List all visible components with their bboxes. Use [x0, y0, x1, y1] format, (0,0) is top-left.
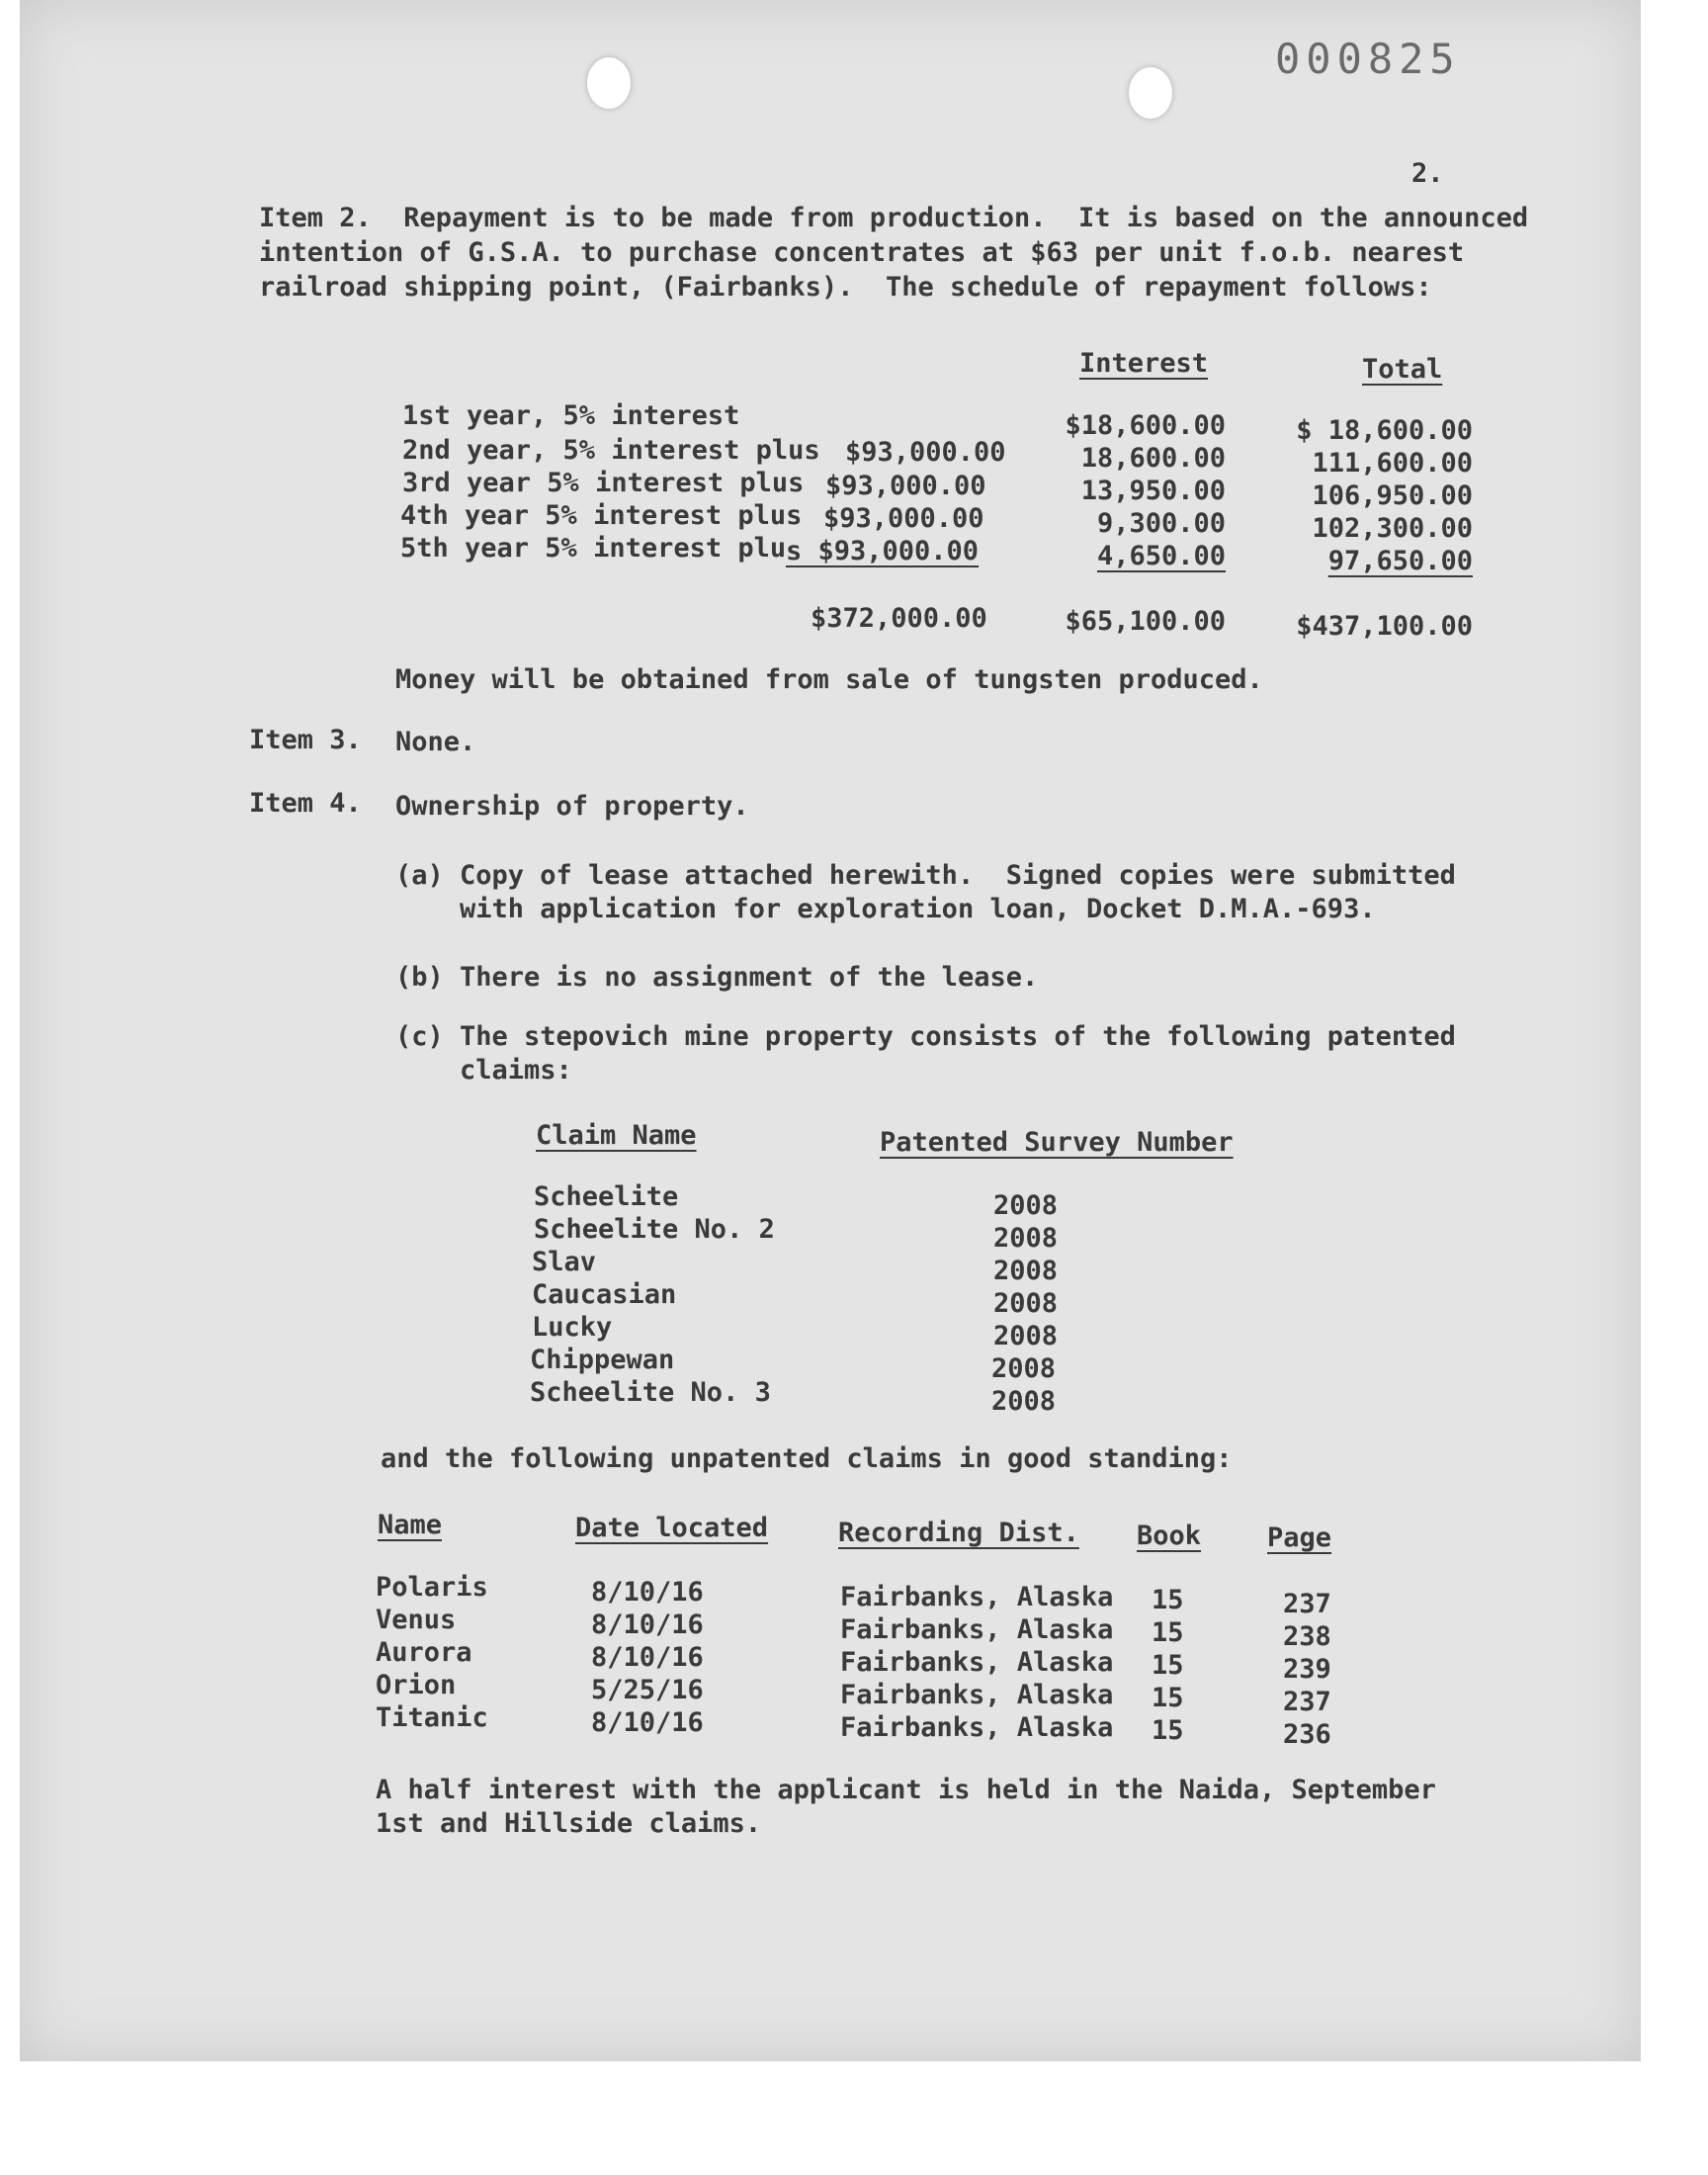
claim-page: 237	[1283, 1687, 1331, 1717]
document-number: 000825	[1275, 35, 1461, 83]
claim-survey: 2008	[993, 1223, 1059, 1254]
claim-page: 237	[1283, 1589, 1331, 1619]
header-page: Page	[1267, 1522, 1332, 1553]
claim-name: Orion	[376, 1670, 457, 1700]
header-book: Book	[1137, 1521, 1202, 1551]
total-principal: $372,000.00	[811, 603, 987, 634]
claim-dist: Fairbanks, Alaska	[840, 1712, 1114, 1743]
claim-book: 15	[1152, 1585, 1184, 1615]
claim-dist: Fairbanks, Alaska	[840, 1647, 1114, 1678]
claim-name: Caucasian	[532, 1279, 677, 1310]
row-interest: $18,600.00	[1065, 410, 1226, 441]
claim-survey: 2008	[993, 1321, 1059, 1351]
unpatented-intro: and the following unpatented claims in good standing:	[381, 1443, 1233, 1474]
item4-c-line-2: claims:	[395, 1055, 572, 1086]
claim-name: Slav	[532, 1247, 597, 1277]
claim-dist: Fairbanks, Alaska	[840, 1680, 1114, 1710]
claim-date: 8/10/16	[591, 1577, 704, 1608]
header-name: Name	[378, 1510, 443, 1540]
claim-name: Scheelite	[534, 1181, 679, 1212]
claim-page: 238	[1283, 1621, 1331, 1652]
claim-date: 5/25/16	[591, 1675, 704, 1705]
claim-book: 15	[1152, 1650, 1184, 1681]
item4-c-line-1: (c) The stepovich mine property consists of the following patented	[395, 1021, 1456, 1052]
claim-dist: Fairbanks, Alaska	[840, 1614, 1114, 1645]
item4-b-line: (b) There is no assignment of the lease.	[395, 962, 1039, 993]
row-total: 97,650.00	[1327, 546, 1473, 576]
item4-a-line-2: with application for exploration loan, Docket D.M.A.-693.	[395, 894, 1376, 924]
header-claim-name: Claim Name	[536, 1120, 697, 1151]
item3-text: None.	[395, 727, 476, 757]
item4-a-line-1: (a) Copy of lease attached herewith. Signed copies were submitted	[395, 860, 1456, 891]
claim-name: Lucky	[532, 1312, 613, 1343]
header-survey-number: Patented Survey Number	[880, 1127, 1234, 1158]
claim-survey: 2008	[991, 1353, 1057, 1384]
claim-name: Titanic	[376, 1702, 488, 1733]
row-interest: 9,300.00	[1096, 508, 1226, 539]
row-label: 2nd year, 5% interest plus	[402, 435, 836, 466]
punch-hole-right	[1129, 67, 1172, 119]
claim-date: 8/10/16	[591, 1610, 704, 1640]
money-note: Money will be obtained from sale of tungsten produced.	[395, 664, 1263, 695]
claim-name: Scheelite No. 2	[534, 1214, 775, 1245]
claim-book: 15	[1152, 1683, 1184, 1713]
row-total: 111,600.00	[1312, 448, 1473, 478]
item4-title: Ownership of property.	[395, 791, 749, 822]
item3-label: Item 3.	[249, 725, 362, 755]
item2-line-1: Item 2. Repayment is to be made from production. It is based on the announced	[259, 203, 1529, 233]
header-total: Total	[1362, 354, 1443, 385]
total-total: $437,100.00	[1296, 611, 1473, 642]
claim-survey: 2008	[991, 1386, 1057, 1417]
item4-label: Item 4.	[249, 788, 362, 819]
claim-name: Venus	[376, 1605, 457, 1635]
row-total: 102,300.00	[1312, 513, 1473, 544]
row-principal: s $93,000.00	[786, 536, 980, 566]
total-interest: $65,100.00	[1065, 606, 1226, 637]
row-interest: 18,600.00	[1080, 443, 1226, 474]
header-date-located: Date located	[575, 1513, 769, 1543]
row-label: 4th year 5% interest plus	[400, 500, 818, 531]
row-total: $ 18,600.00	[1296, 415, 1473, 446]
item2-line-3: railroad shipping point, (Fairbanks). The schedule of repayment follows:	[259, 272, 1432, 303]
claim-name: Aurora	[376, 1637, 472, 1668]
row-label: 5th year 5% interest plu	[400, 533, 787, 564]
closing-line-1: A half interest with the applicant is held in the Naida, September	[376, 1775, 1436, 1805]
claim-name: Chippewan	[530, 1345, 675, 1375]
claim-name: Polaris	[376, 1572, 488, 1603]
claim-name: Scheelite No. 3	[530, 1377, 771, 1408]
claim-book: 15	[1152, 1715, 1184, 1746]
page-number: 2.	[1411, 158, 1444, 189]
claim-survey: 2008	[993, 1256, 1059, 1286]
row-principal: $93,000.00	[845, 437, 1006, 468]
row-principal: $93,000.00	[825, 471, 986, 501]
item2-line-2: intention of G.S.A. to purchase concentrates at $63 per unit f.o.b. nearest	[259, 237, 1465, 268]
claim-survey: 2008	[993, 1190, 1059, 1221]
claim-page: 236	[1283, 1719, 1331, 1750]
claim-book: 15	[1152, 1617, 1184, 1648]
row-interest: 13,950.00	[1080, 476, 1226, 506]
claim-dist: Fairbanks, Alaska	[840, 1582, 1114, 1612]
header-interest: Interest	[1079, 348, 1209, 379]
claim-page: 239	[1283, 1654, 1331, 1685]
claim-survey: 2008	[993, 1288, 1059, 1319]
header-recording-dist: Recording Dist.	[838, 1518, 1079, 1548]
row-interest: 4,650.00	[1096, 541, 1226, 571]
row-label: 1st year, 5% interest	[402, 400, 740, 431]
row-label: 3rd year 5% interest plus	[402, 468, 820, 498]
closing-line-2: 1st and Hillside claims.	[376, 1808, 762, 1839]
claim-date: 8/10/16	[591, 1642, 704, 1673]
claim-date: 8/10/16	[591, 1707, 704, 1738]
row-principal: $93,000.00	[823, 503, 984, 534]
punch-hole-left	[587, 57, 631, 109]
row-total: 106,950.00	[1312, 480, 1473, 511]
